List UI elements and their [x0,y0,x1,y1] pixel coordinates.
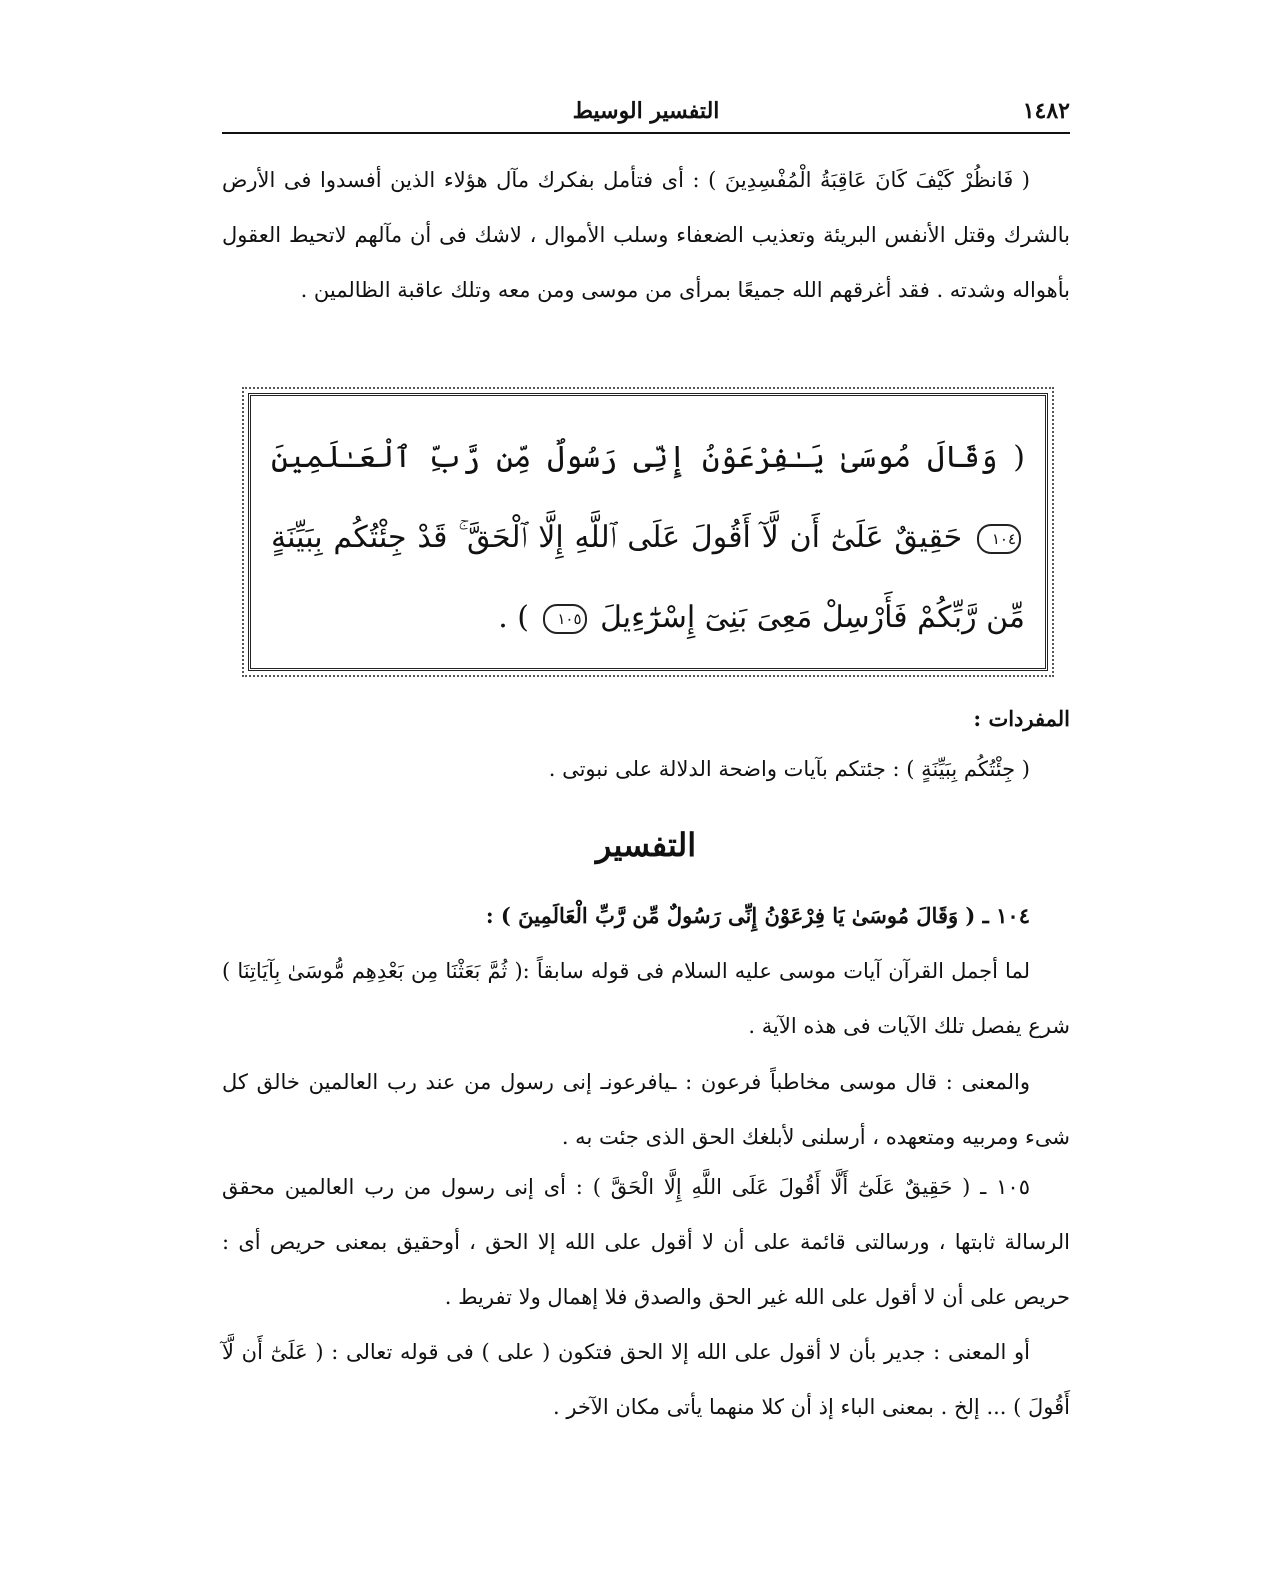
verse-part-1: ( وَقَالَ مُوسَىٰ يَـٰفِرْعَوْنُ إِنِّى رَسُولٌ مِّن رَّبِّ ٱلْعَـٰلَمِينَ [271,440,1025,475]
quran-verse-box [248,393,1048,671]
tafsir-paragraph-3: ١٠٥ ـ ( حَقِيقٌ عَلَىٰٓ أَلَّا أَقُولَ عَلَى اللَّهِ إِلَّا الْحَقَّ ) : أى إنى رسول من رب العالمين محقق الرسالة ثابتها ، ورسالتى قائمة على أن لا أقول على الله إلا الحق ، أوحقيق بمعنى حريص أى : حريص على أن لا أقول على الله غير الحق والصدق فلا إهمال ولا تفريط . [222,1175,1070,1309]
intro-paragraph: ( فَانظُرْ كَيْفَ كَانَ عَاقِبَةُ الْمُفْسِدِينَ ) : أى فتأمل بفكرك مآل هؤلاء الذين أفسدوا فى الأرض بالشرك وقتل الأنفس البريئة وتعذيب الضعفاء وسلب الأموال ، لاشك فى أن مآلهم لاتحيط العقول بأهواله وشدته . فقد أغرقهم الله جميعًا بمرأى من موسى ومن معه وتلك عاقبة الظالمين . [222,168,1070,302]
vocabulary-entry: ( جِئْتُكُم بِبَيِّنَةٍ ) : جئتكم بآيات واضحة الدلالة على نبوتى . [548,757,1030,781]
tafsir-paragraph-2: والمعنى : قال موسى مخاطباً فرعون : ـيافرعونـ إنى رسول من عند رب العالمين خالق كل شىء ومربيه ومتعهده ، أرسلنى لأبلغك الحق الذى جئت به . [222,1070,1070,1149]
verse-text [271,418,1025,658]
tafsir-paragraph-4: أو المعنى : جدير بأن لا أقول على الله إلا الحق فتكون ( على ) فى قوله تعالى : ( عَلَىٰٓ أَن لَّآ أَقُولَ ) ... إلخ . بمعنى الباء إذ أن كلا منهما يأتى مكان الآخر . [222,1340,1070,1419]
vocabulary-label: المفردات : [973,706,1070,731]
verse-104-heading: ١٠٤ ـ ( وَقَالَ مُوسَىٰ يَا فِرْعَوْنُ إِنِّى رَسُولٌ مِّن رَّبِّ الْعَالَمِينَ ) : [485,903,1030,928]
running-title: التفسير الوسيط [572,98,720,124]
verse-closing: ) . [498,600,529,635]
ayah-number-marker: ١٠٥ [543,604,587,634]
page-number: ١٤٨٢ [1022,98,1070,124]
verse-part-2: حَقِيقٌ عَلَىٰٓ أَن لَّآ أَقُولَ عَلَى ٱللَّهِ إِلَّا ٱلْحَقَّ ۚ قَدْ جِئْتُكُم بِبَيِّنَةٍ مِّن رَّبِّكُمْ فَأَرْسِلْ مَعِىَ بَنِىٓ إِسْرَٰٓءِيلَ [271,520,1025,635]
page-header [222,96,1070,130]
tafsir-paragraph-1: لما أجمل القرآن آيات موسى عليه السلام فى قوله سابقاً :( ثُمَّ بَعَثْنَا مِن بَعْدِهِم مُّوسَىٰ بِآيَاتِنَا ) شرع يفصل تلك الآيات فى هذه الآية . [222,959,1070,1038]
tafsir-title: التفسير [595,826,697,864]
ayah-number-marker: ١٠٤ [977,524,1021,554]
header-rule [222,132,1070,134]
